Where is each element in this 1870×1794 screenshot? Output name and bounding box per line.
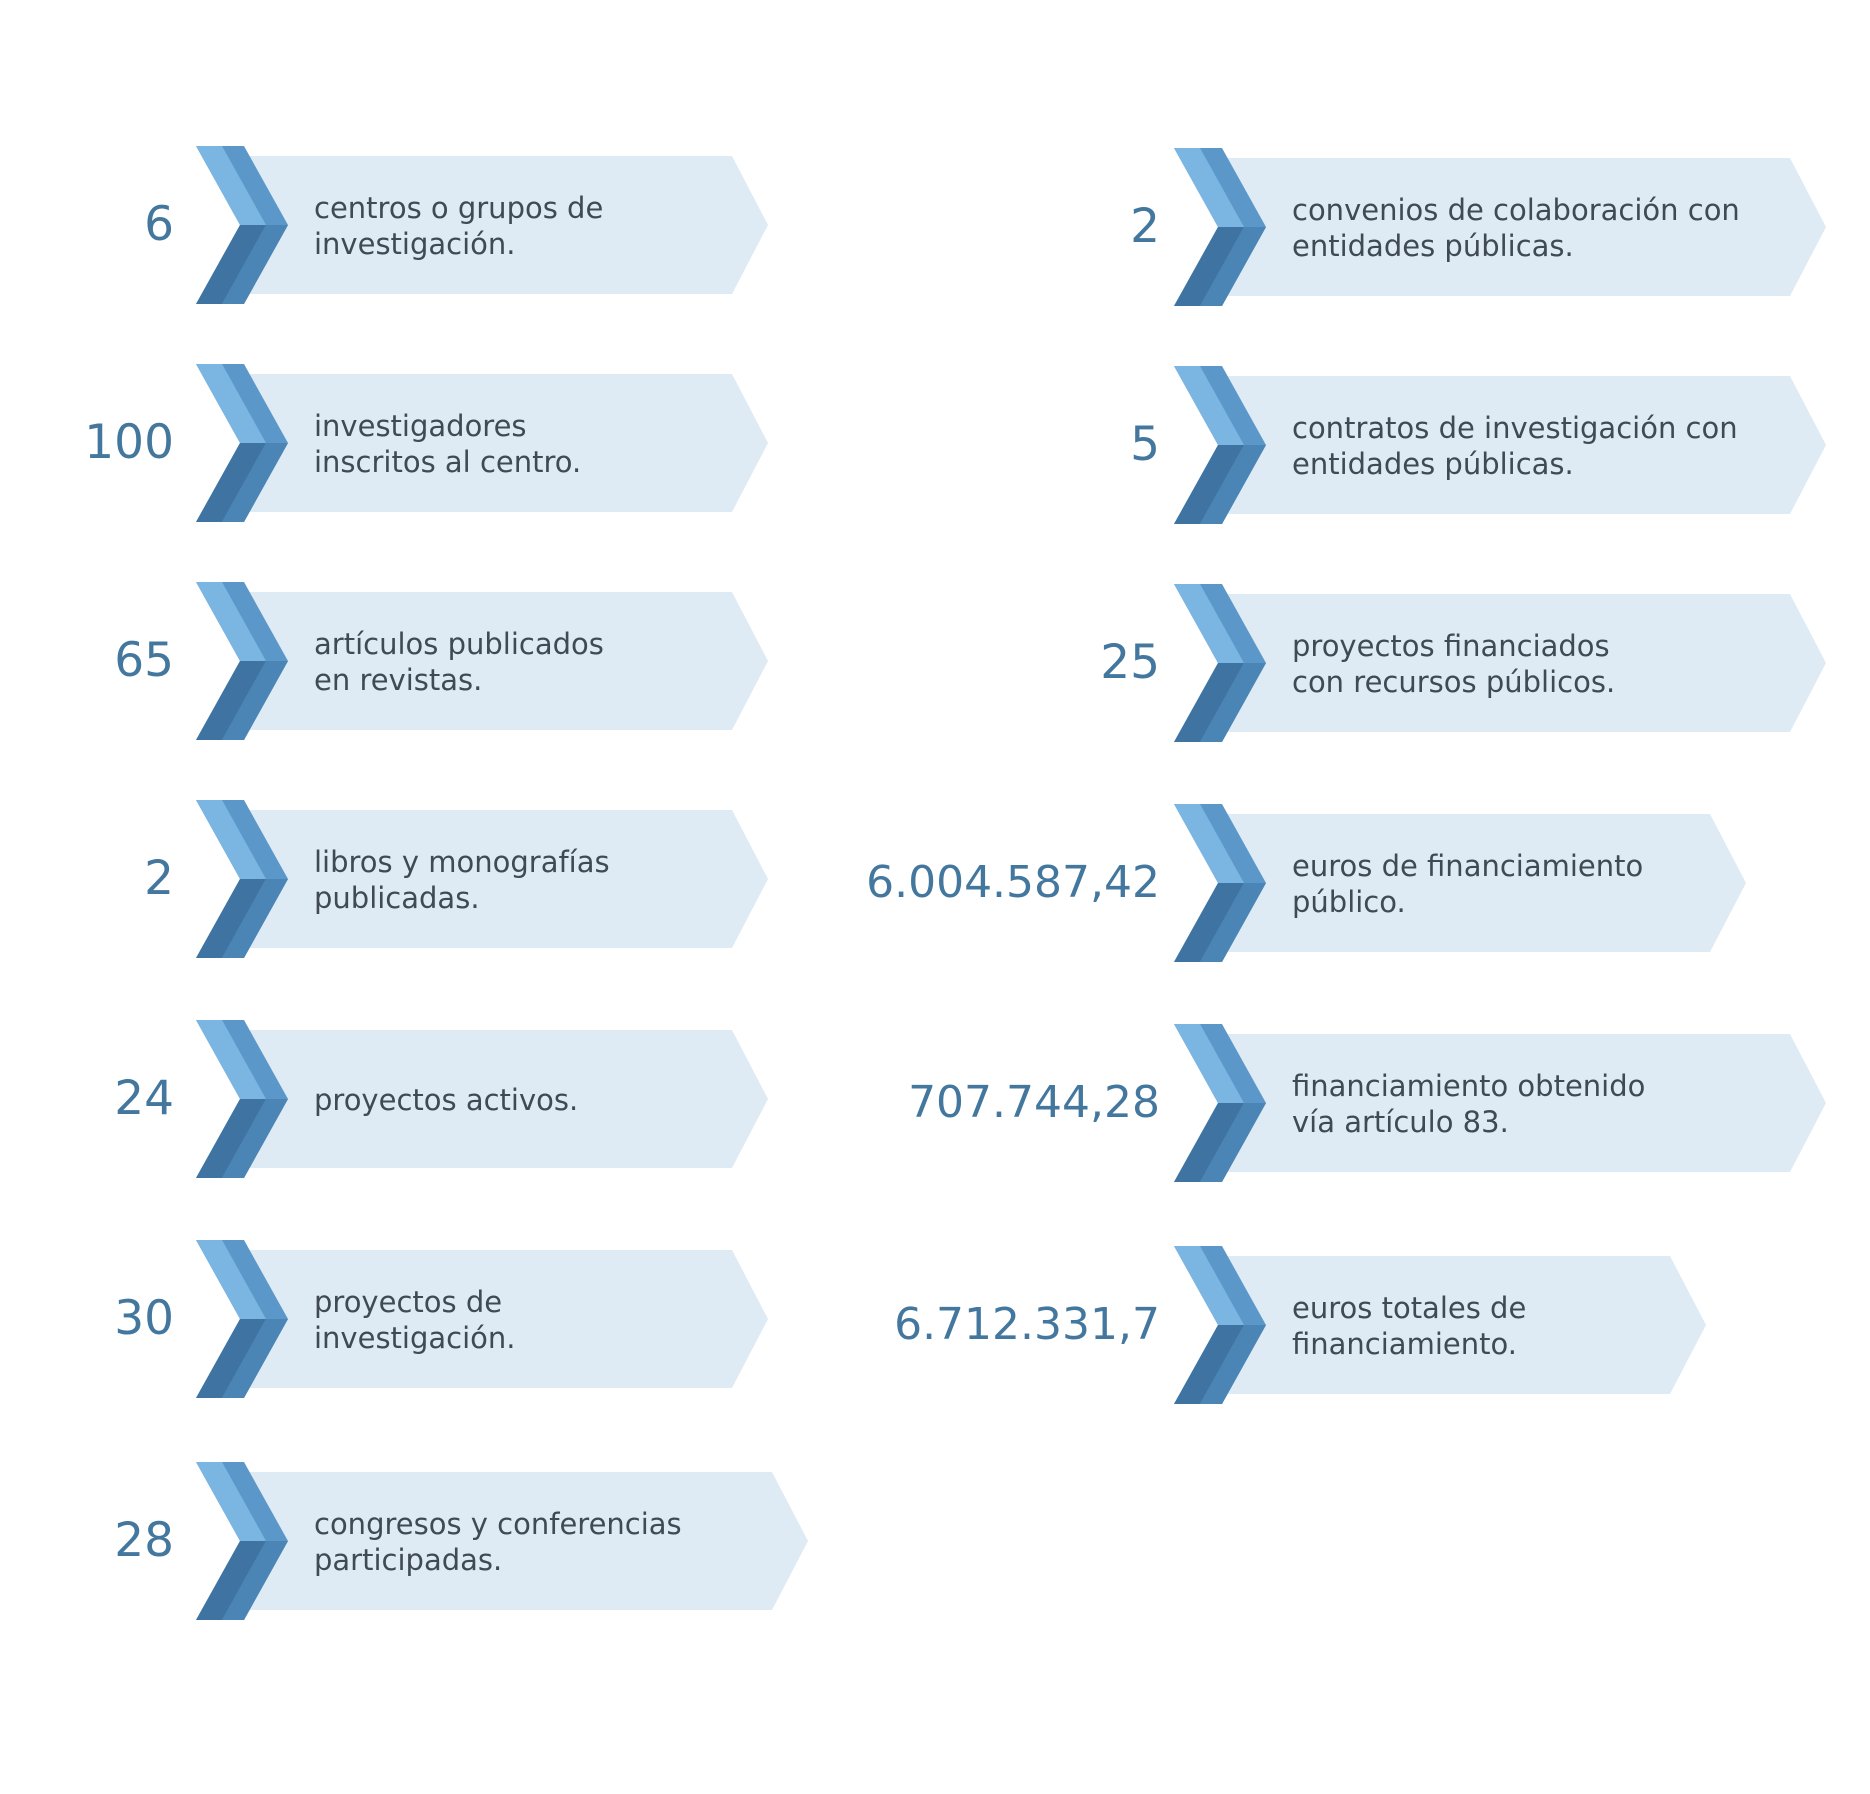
stat-value: 5 (1130, 417, 1160, 472)
stat-label-line: euros de financiamiento (1292, 849, 1644, 883)
stat-value: 6 (144, 197, 174, 252)
stat-item (0, 584, 1870, 742)
stat-label-line: congresos y conferencias (314, 1507, 682, 1541)
stat-value: 707.744,28 (908, 1077, 1160, 1128)
stat-value: 2 (1130, 199, 1160, 254)
stat-label (1292, 594, 1615, 734)
stat-value: 30 (114, 1291, 174, 1346)
stat-label-line: participadas. (314, 1543, 503, 1577)
stat-label-line: artículos publicados (314, 627, 604, 661)
stat-value: 65 (114, 633, 174, 688)
stat-label-line: proyectos financiados (1292, 629, 1610, 663)
stat-value: 25 (1100, 635, 1160, 690)
stat-label-line: publicadas. (314, 881, 480, 915)
stat-label-line: investigación. (314, 227, 516, 261)
stat-label (1292, 158, 1740, 298)
stat-label (1292, 1034, 1645, 1174)
stat-label-line: convenios de colaboración con (1292, 193, 1740, 227)
stat-label-line: investigadores (314, 409, 527, 443)
stat-label-line: entidades públicas. (1292, 229, 1574, 263)
stat-value: 6.712.331,7 (894, 1299, 1160, 1350)
stat-label-line: proyectos activos. (314, 1083, 579, 1117)
stat-label-line: financiamiento. (1292, 1327, 1517, 1361)
stat-label (1292, 814, 1643, 954)
stat-label-line: vía artículo 83. (1292, 1105, 1509, 1139)
stat-label-line: euros totales de (1292, 1291, 1527, 1325)
stat-label-line: libros y monografías (314, 845, 610, 879)
stat-label (1292, 1256, 1526, 1396)
stat-label (1292, 376, 1738, 516)
stat-value: 6.004.587,42 (866, 857, 1160, 908)
stat-value: 2 (144, 851, 174, 906)
stat-label (314, 1472, 682, 1612)
stat-label-line: entidades públicas. (1292, 447, 1574, 481)
stat-label-line: contratos de investigación con (1292, 411, 1738, 445)
stat-item (0, 1246, 1870, 1404)
stat-item (0, 1024, 1870, 1182)
stat-label-line: público. (1292, 885, 1406, 919)
stat-label-line: inscritos al centro. (314, 445, 582, 479)
stat-value: 100 (84, 415, 174, 470)
stat-label-line: investigación. (314, 1321, 516, 1355)
stat-label-line: en revistas. (314, 663, 483, 697)
stat-label-line: con recursos públicos. (1292, 665, 1616, 699)
stat-item (0, 148, 1870, 306)
stat-item (0, 1462, 1870, 1620)
stat-label-line: proyectos de (314, 1285, 503, 1319)
stat-label-line: centros o grupos de (314, 191, 604, 225)
stat-label-line: financiamiento obtenido (1292, 1069, 1646, 1103)
stat-value: 28 (114, 1513, 174, 1568)
stat-value: 24 (114, 1071, 174, 1126)
stat-item (0, 804, 1870, 962)
stat-item (0, 366, 1870, 524)
